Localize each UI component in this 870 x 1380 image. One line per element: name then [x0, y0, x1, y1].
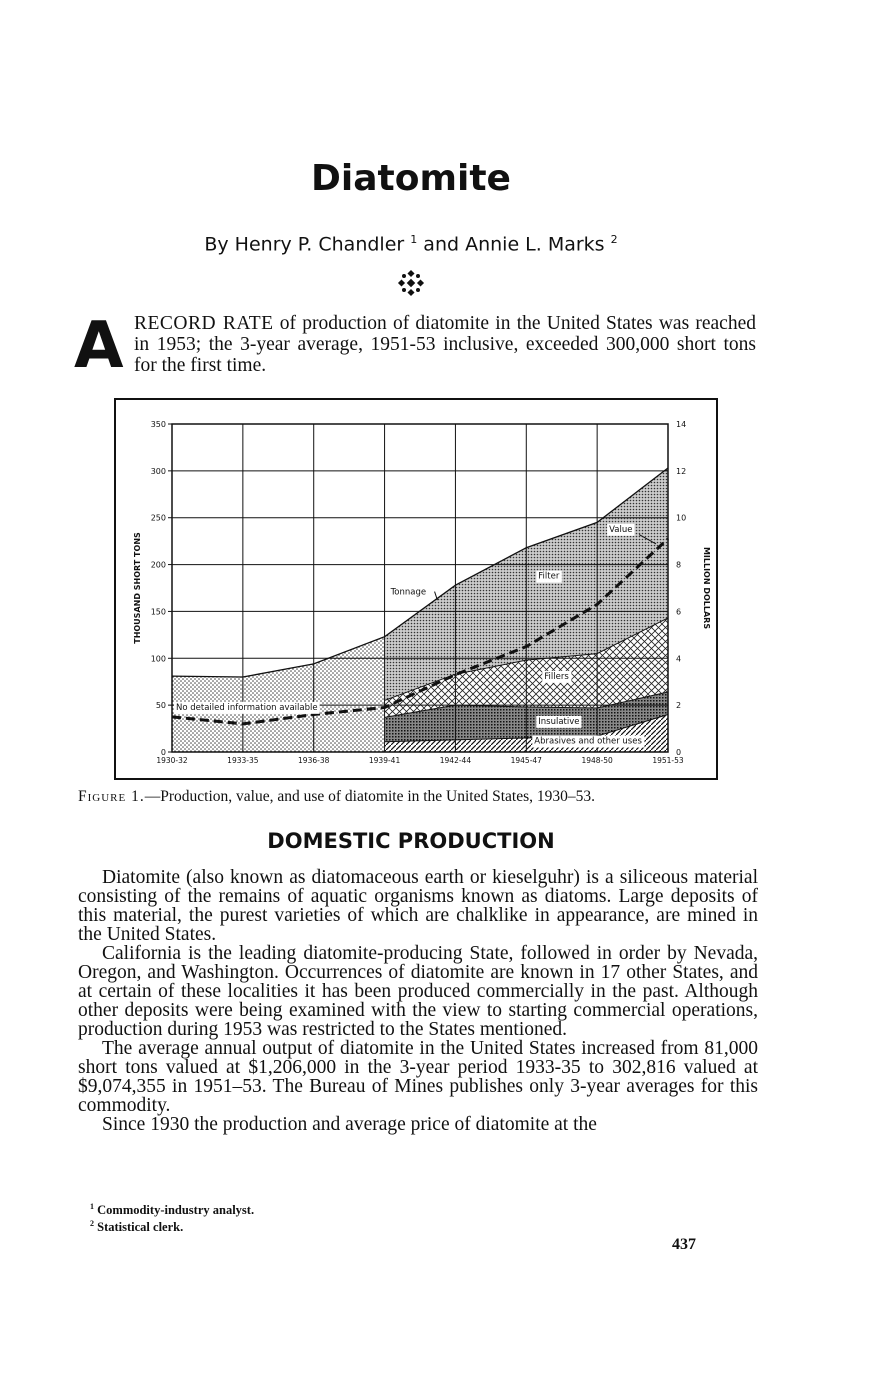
y-tick-label-left: 0 [160, 748, 166, 757]
y-tick-label-left: 300 [150, 466, 166, 476]
label-filter: Filter [538, 571, 560, 582]
label-tonnage: Tonnage [390, 587, 427, 598]
y-tick-label-left: 250 [150, 513, 166, 523]
footnote-mark: 2 [90, 1219, 94, 1229]
paragraph: Since 1930 the production and average price of diatomite at the [102, 1114, 597, 1135]
y-tick-label-left: 200 [150, 560, 166, 570]
x-tick-label: 1933-35 [227, 756, 259, 765]
label-abrasives: Abrasives and other uses [534, 736, 642, 747]
y-tick-label-right: 12 [676, 466, 687, 476]
x-tick-label: 1951-53 [652, 756, 684, 765]
footnote-mark: 1 [90, 1202, 94, 1211]
figure-label: Figure 1. [78, 788, 145, 805]
x-tick-label: 1930-32 [156, 756, 188, 765]
footnote-ref-1: 1 [410, 233, 418, 246]
body-text [78, 868, 758, 1134]
y-tick-label-left: 150 [150, 607, 166, 617]
y-tick-label-right: 10 [676, 513, 687, 523]
y-tick-label-right: 2 [676, 701, 682, 711]
intro-lead: RECORD RATE [134, 313, 274, 334]
caption-text: —Production, value, and use of diatomite in the United States, 1930–53. [144, 788, 596, 805]
section-heading: DOMESTIC PRODUCTION [267, 829, 555, 853]
x-tick-label: 1939-41 [368, 756, 401, 765]
diatomite-chart [116, 400, 716, 778]
drop-cap: A [74, 309, 124, 383]
byline [0, 233, 822, 255]
footnote [90, 1217, 254, 1234]
paragraph: The average annual output of diatomite in the United States increased from 81,000 short tons valued at $1,206,000 in the 3-year period 1933-35 to 302,816 valued at $9,074,355 in 1951–53. The Bureau of Mines publishes only 3-year averages for this commodity. [78, 1038, 758, 1116]
y-tick-label-left: 350 [150, 420, 166, 429]
area-no-detail [172, 637, 385, 752]
footnote-ref-2: 2 [610, 233, 618, 246]
footnote-text: Statistical clerk. [97, 1220, 184, 1235]
figure-caption [78, 788, 768, 806]
x-tick-label: 1945-47 [510, 756, 542, 765]
footnote-text: Commodity-industry analyst. [97, 1203, 255, 1218]
x-tick-label: 1936-38 [298, 756, 330, 765]
label-value: Value [609, 524, 633, 535]
y-tick-label-right: 8 [676, 560, 682, 570]
y-tick-label-right: 6 [676, 607, 682, 617]
footnotes [90, 1200, 254, 1234]
y-tick-label-left: 100 [150, 654, 166, 664]
footnote [90, 1200, 254, 1217]
figure-frame [114, 398, 718, 780]
label-insulative: Insulative [538, 716, 580, 727]
ornament-icon [396, 268, 426, 298]
x-tick-label: 1942-44 [439, 756, 472, 765]
intro-text: of production of diatomite in the United States was reached in 1953; the 3-year average, 1951-53 inclusive, exceeded 300,000 short tons for the first time. [134, 313, 756, 376]
author-2: and Annie L. Marks [423, 233, 605, 256]
label-fillers: Fillers [544, 671, 569, 682]
author-1: By Henry P. Chandler [204, 233, 405, 256]
label-no-detail: No detailed information available [176, 702, 318, 713]
intro-paragraph [134, 313, 756, 376]
y-tick-label-right: 4 [676, 654, 682, 664]
x-tick-label: 1948-50 [581, 756, 613, 765]
article-title: Diatomite [311, 158, 511, 199]
paragraph: California is the leading diatomite-producing State, followed in order by Nevada, Oregon, and Washington. Occurrences of diatomite are known in 17 other States, and at certain of these localities it has been produced commercially in the past. Although other deposits were being examined with the view to starting commercial operations, production during 1953 was restricted to the States mentioned. [78, 943, 758, 1040]
y-tick-label-right: 14 [676, 420, 687, 429]
paragraph: Diatomite (also known as diatomaceous earth or kieselguhr) is a siliceous material consisting of the remains of aquatic organisms known as diatoms. Large deposits of this material, the purest varieties of which are chalklike in appearance, are mined in the United States. [78, 867, 758, 945]
page-number: 437 [672, 1236, 696, 1253]
y-axis-label-left: THOUSAND SHORT TONS [133, 532, 142, 644]
y-tick-label-left: 50 [155, 701, 166, 711]
y-tick-label-right: 0 [676, 748, 682, 757]
y-axis-label-right: MILLION DOLLARS [702, 546, 711, 630]
